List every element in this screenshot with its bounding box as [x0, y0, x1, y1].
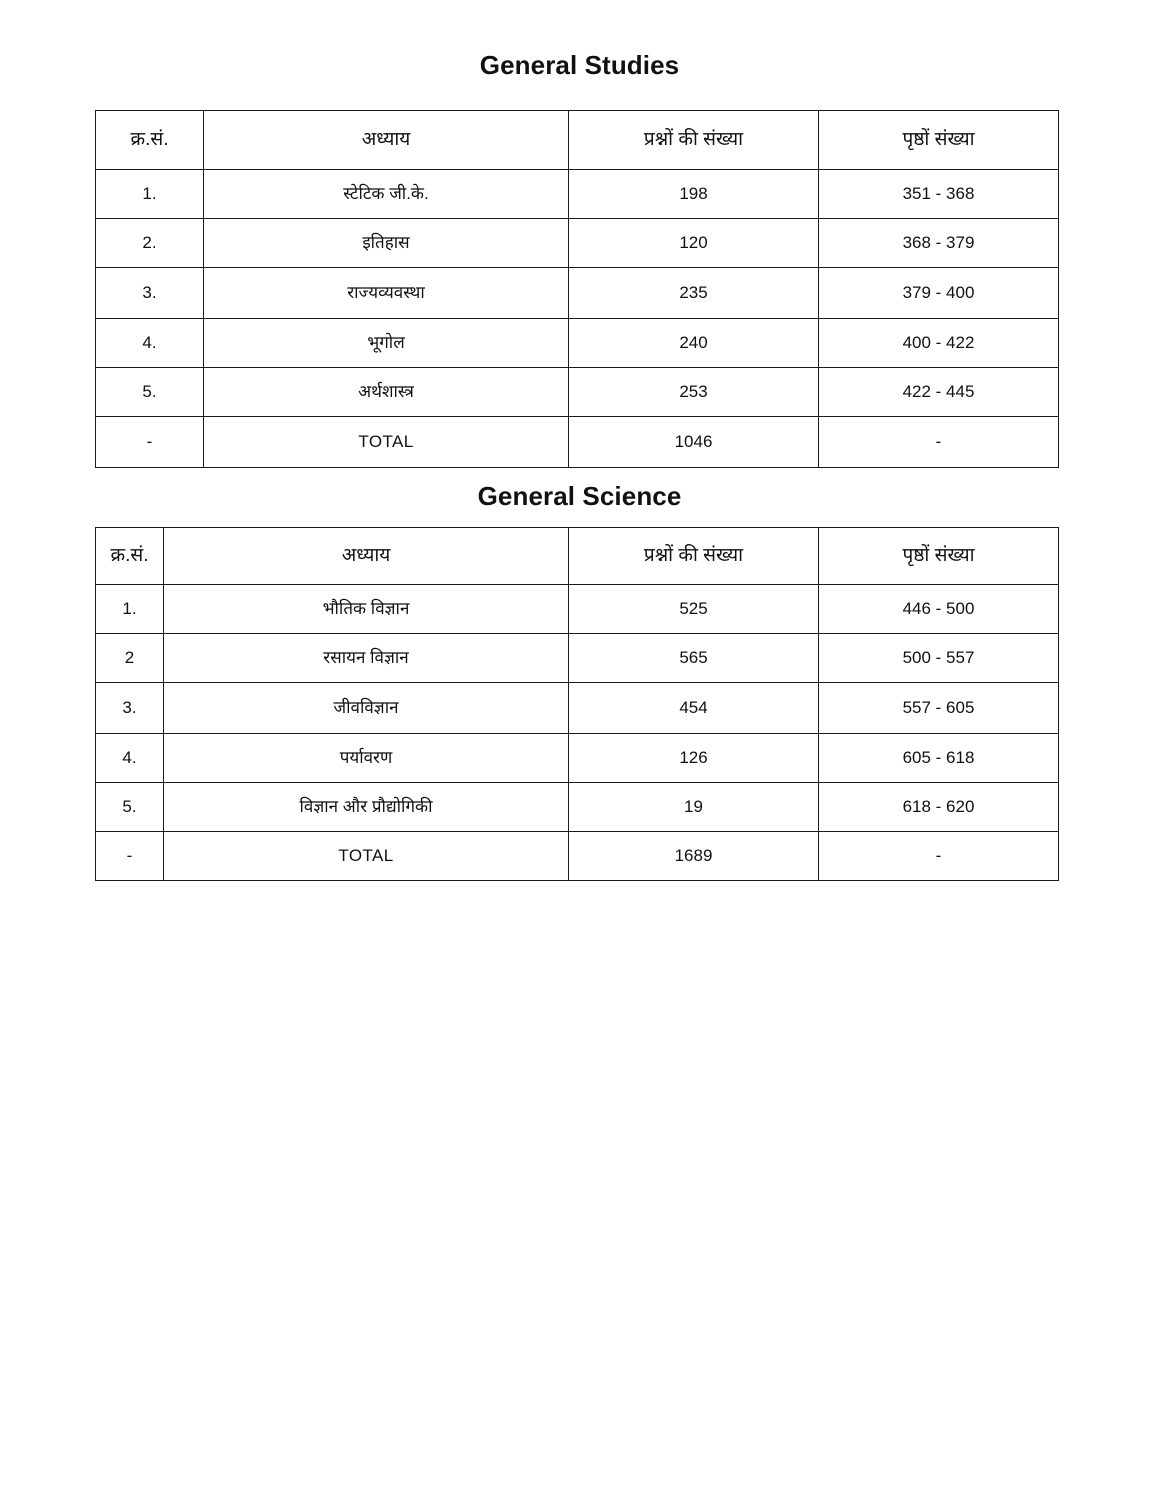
cell-questions: 120 [569, 219, 819, 268]
section-title-general-studies: General Studies [479, 50, 680, 80]
table-row [96, 268, 1059, 319]
section-title-general-science: General Science [477, 481, 682, 511]
table-row [96, 319, 1059, 368]
cell-serial: 1. [96, 585, 164, 634]
cell-pages: 351 - 368 [819, 170, 1059, 219]
cell-pages: - [819, 832, 1059, 881]
general-studies-table [95, 110, 1059, 468]
table-row [96, 585, 1059, 634]
cell-questions: 1689 [569, 832, 819, 881]
cell-serial: 4. [96, 734, 164, 783]
table-row [96, 634, 1059, 683]
column-header-chapter: अध्याय [164, 528, 569, 585]
cell-pages: 557 - 605 [819, 683, 1059, 734]
column-header-serial: क्र.सं. [96, 528, 164, 585]
table-header-row [96, 528, 1059, 585]
table-row [96, 783, 1059, 832]
cell-chapter: स्टेटिक जी.के. [204, 170, 569, 219]
table-row [96, 219, 1059, 268]
column-header-serial: क्र.सं. [96, 111, 204, 170]
cell-pages: 400 - 422 [819, 319, 1059, 368]
column-header-pages: पृष्ठों संख्या [819, 111, 1059, 170]
cell-questions: 1046 [569, 417, 819, 468]
cell-chapter: पर्यावरण [164, 734, 569, 783]
cell-pages: 605 - 618 [819, 734, 1059, 783]
cell-pages: 379 - 400 [819, 268, 1059, 319]
cell-chapter: इतिहास [204, 219, 569, 268]
cell-pages: 500 - 557 [819, 634, 1059, 683]
cell-serial: 2. [96, 219, 204, 268]
cell-questions: 19 [569, 783, 819, 832]
cell-chapter: रसायन विज्ञान [164, 634, 569, 683]
cell-questions: 126 [569, 734, 819, 783]
cell-chapter: विज्ञान और प्रौद्योगिकी [164, 783, 569, 832]
table-header-row [96, 111, 1059, 170]
column-header-chapter: अध्याय [204, 111, 569, 170]
cell-serial: 4. [96, 319, 204, 368]
cell-chapter: भौतिक विज्ञान [164, 585, 569, 634]
table-row [96, 683, 1059, 734]
cell-questions: 454 [569, 683, 819, 734]
table-row [96, 170, 1059, 219]
cell-serial: 5. [96, 783, 164, 832]
cell-chapter: भूगोल [204, 319, 569, 368]
cell-questions: 253 [569, 368, 819, 417]
cell-pages: 368 - 379 [819, 219, 1059, 268]
cell-questions: 235 [569, 268, 819, 319]
cell-questions: 198 [569, 170, 819, 219]
table-total-row [96, 417, 1059, 468]
cell-serial: - [96, 417, 204, 468]
cell-serial: - [96, 832, 164, 881]
column-header-questions: प्रश्नों की संख्या [569, 111, 819, 170]
cell-serial: 3. [96, 683, 164, 734]
general-science-table [95, 527, 1059, 881]
cell-chapter: राज्यव्यवस्था [204, 268, 569, 319]
cell-questions: 525 [569, 585, 819, 634]
cell-pages: 446 - 500 [819, 585, 1059, 634]
cell-questions: 565 [569, 634, 819, 683]
cell-chapter: जीवविज्ञान [164, 683, 569, 734]
cell-questions: 240 [569, 319, 819, 368]
cell-serial: 5. [96, 368, 204, 417]
cell-pages: - [819, 417, 1059, 468]
cell-chapter: TOTAL [204, 417, 569, 468]
cell-serial: 2 [96, 634, 164, 683]
cell-chapter: TOTAL [164, 832, 569, 881]
table-total-row [96, 832, 1059, 881]
cell-pages: 618 - 620 [819, 783, 1059, 832]
column-header-questions: प्रश्नों की संख्या [569, 528, 819, 585]
cell-serial: 1. [96, 170, 204, 219]
table-row [96, 734, 1059, 783]
table-row [96, 368, 1059, 417]
cell-chapter: अर्थशास्त्र [204, 368, 569, 417]
cell-pages: 422 - 445 [819, 368, 1059, 417]
column-header-pages: पृष्ठों संख्या [819, 528, 1059, 585]
cell-serial: 3. [96, 268, 204, 319]
